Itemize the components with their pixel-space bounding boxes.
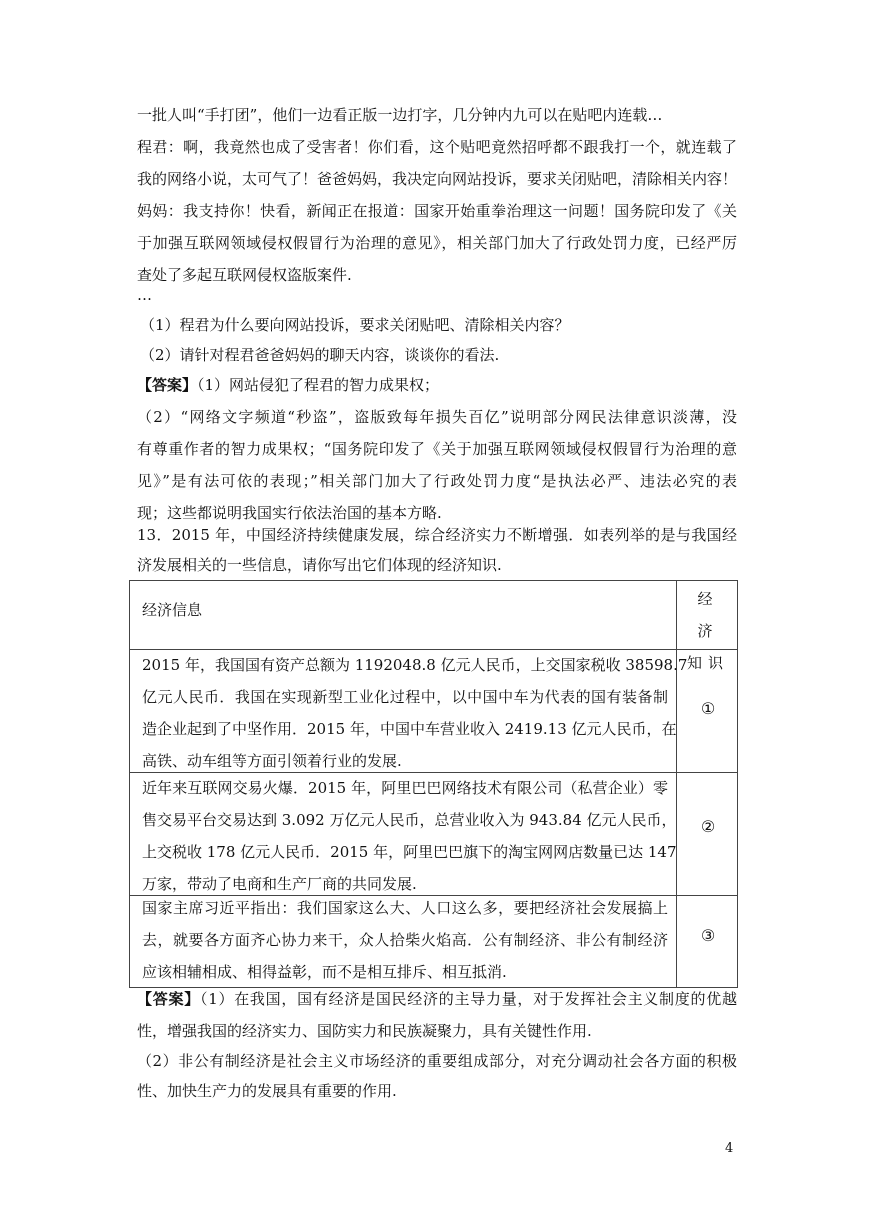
table-cell-line: 万家，带动了电商和生产厂商的共同发展. bbox=[142, 875, 417, 893]
question-1: （1）程君为什么要向网站投诉，要求关闭贴吧、清除相关内容？ bbox=[140, 316, 570, 334]
answer-text: （1）网站侵犯了程君的智力成果权； bbox=[197, 376, 440, 394]
answer-12-line: 现；这些都说明我国实行依法治国的基本方略. bbox=[137, 504, 442, 522]
table-row bbox=[142, 892, 668, 988]
answer-text: （1）在我国，国有经济是国民经济的主导力量，对于发挥社会主义制度的优越 bbox=[199, 990, 737, 1008]
table-header-knowledge-line: 经 济 bbox=[697, 590, 719, 640]
answer-label: 【答案】 bbox=[137, 376, 198, 394]
table-row bbox=[142, 772, 677, 900]
table-cell-line: 去，就要各方面齐心协力来干，众人拾柴火焰高．公有制经济、非公有制经济 bbox=[142, 931, 668, 949]
table-row bbox=[142, 649, 688, 777]
dialogue-line: 我的网络小说，太可气了！爸爸妈妈，我决定向网站投诉，要求关闭贴吧，清除相关内容！ bbox=[137, 170, 738, 188]
dialogue-line: 妈妈：我支持你！快看，新闻正在报道：国家开始重拳治理这一问题！国务院印发了《关 bbox=[137, 202, 737, 220]
table-cell-line: 亿元人民币．我国在实现新型工业化过程中，以中国中车为代表的国有装备制 bbox=[142, 688, 668, 706]
answer-13-line: （2）非公有制经济是社会主义市场经济的重要组成部分，对充分调动社会各方面的积极 bbox=[137, 1052, 737, 1070]
dialogue-line: 查处了多起互联网侵权盗版案件. bbox=[137, 266, 352, 284]
question-2: （2）请针对程君爸爸妈妈的聊天内容，谈谈你的看法. bbox=[140, 346, 500, 364]
answer-12-line: 有尊重作者的智力成果权；“国务院印发了《关于加强互联网领域侵权假冒行为治理的意 bbox=[137, 440, 737, 458]
ellipsis: … bbox=[137, 286, 152, 304]
dialogue-line: 于加强互联网领域侵权假冒行为治理的意见》，相关部门加大了行政处罚力度，已经严厉 bbox=[137, 234, 737, 252]
knowledge-mark-2: ② bbox=[700, 817, 716, 836]
knowledge-mark-3: ③ bbox=[700, 926, 716, 945]
answer-13-line: 性、加快生产力的发展具有重要的作用. bbox=[137, 1082, 397, 1100]
table-divider bbox=[676, 581, 677, 987]
dialogue-line: 程君：啊，我竟然也成了受害者！你们看，这个贴吧竟然招呼都不跟我打一个，就连载了 bbox=[137, 138, 737, 156]
dialogue-line: 一批人叫“手打团”，他们一边看正版一边打字，几分钟内九可以在贴吧内连载… bbox=[137, 106, 663, 124]
knowledge-mark-1: ① bbox=[700, 699, 716, 718]
table-cell-line: 应该相辅相成、相得益彰，而不是相互排斥、相互抵消. bbox=[142, 963, 507, 981]
answer-13-line: 性，增强我国的经济实力、国防实力和民族凝聚力，具有关键性作用. bbox=[137, 1022, 592, 1040]
table-header-knowledge-line: 知识 bbox=[686, 654, 729, 672]
table-cell-line: 上交税收 178 亿元人民币．2015 年，阿里巴巴旗下的淘宝网网店数量已达 147 bbox=[142, 843, 677, 861]
question-13-stem: 济发展相关的一些信息，请你写出它们体现的经济知识. bbox=[137, 556, 502, 574]
table-cell-line: 高铁、动车组等方面引领着行业的发展. bbox=[142, 752, 402, 770]
answer-label: 【答案】 bbox=[137, 990, 200, 1008]
answer-12-line: 见》”是有法可依的表现；”相关部门加大了行政处罚力度“是执法必严、违法必究的表 bbox=[137, 472, 737, 490]
answer-12-line-1 bbox=[137, 375, 737, 395]
question-13-stem: 13．2015 年，中国经济持续健康发展，综合经济实力不断增强．如表列举的是与我国经 bbox=[137, 526, 737, 544]
table-cell-line: 造企业起到了中坚作用．2015 年，中国中车营业收入 2419.13 亿元人民币，在 bbox=[142, 720, 677, 738]
answer-13-line-1 bbox=[137, 989, 737, 1009]
answer-12-line: （2）“网络文字频道“秒盗”，盗版致每年损失百亿”说明部分网民法律意识淡薄，没 bbox=[137, 408, 737, 426]
table-cell-line: 2015 年，我国国有资产总额为 1192048.8 亿元人民币，上交国家税收 38598.7 bbox=[142, 656, 688, 674]
page-number: 4 bbox=[725, 1141, 734, 1156]
table-cell-line: 国家主席习近平指出：我们国家这么大、人口这么多，要把经济社会发展搞上 bbox=[142, 899, 668, 917]
table-cell-line: 近年来互联网交易火爆．2015 年，阿里巴巴网络技术有限公司（私营企业）零 bbox=[142, 779, 668, 797]
economic-info-table bbox=[129, 580, 738, 988]
table-cell-line: 售交易平台交易达到 3.092 万亿元人民币，总营业收入为 943.84 亿元人民币， bbox=[142, 811, 677, 829]
table-header-knowledge bbox=[685, 583, 731, 679]
table-header-info: 经济信息 bbox=[142, 601, 203, 619]
